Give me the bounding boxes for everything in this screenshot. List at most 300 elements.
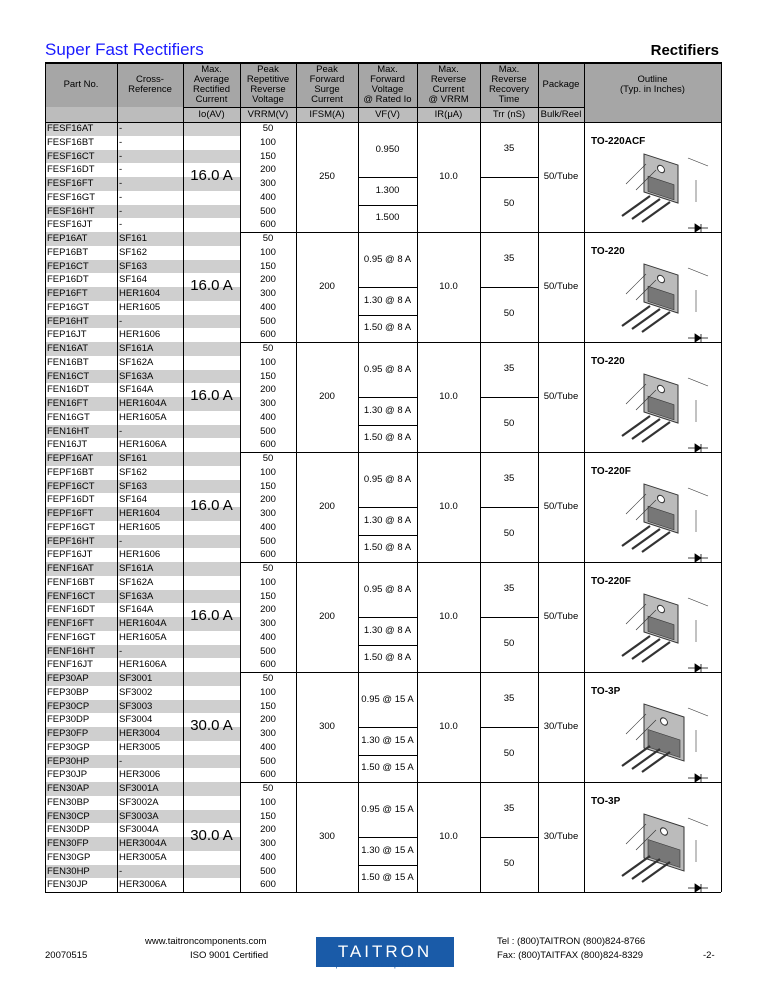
part-number: FEN30JP xyxy=(47,879,88,891)
part-number: FEP16BT xyxy=(47,246,89,258)
package-qty: 50/Tube xyxy=(543,611,579,622)
taitron-logo: TAITRON xyxy=(316,937,454,967)
part-number: FEP16AT xyxy=(47,233,88,244)
cross-reference: SF164 xyxy=(119,494,147,506)
cross-reference: - xyxy=(119,425,123,437)
reverse-current: 10.0 xyxy=(439,281,458,292)
column-line xyxy=(417,62,418,892)
trr-divider xyxy=(480,837,538,838)
trr-divider xyxy=(480,397,538,398)
trr-divider xyxy=(480,507,538,508)
recovery-time-slow: 50 xyxy=(503,858,515,869)
voltage-value: 600 xyxy=(260,219,276,231)
voltage-value: 150 xyxy=(260,370,276,382)
voltage-value: 400 xyxy=(260,411,276,423)
outline-name: TO-220F xyxy=(591,576,631,587)
voltage-value: 500 xyxy=(260,205,276,217)
part-number: FEPF16DT xyxy=(47,494,95,506)
part-number: FEPF16GT xyxy=(47,521,96,533)
table-top-border xyxy=(45,62,721,64)
col-header-pkg xyxy=(538,80,584,90)
reverse-current: 10.0 xyxy=(439,721,458,732)
unit-prv: VRRM(V) xyxy=(247,109,289,120)
col-header-line: Peak xyxy=(316,63,338,75)
col-header-avg xyxy=(183,65,240,105)
forward-voltage: 0.95 @ 8 A xyxy=(363,363,412,375)
voltage-value: 200 xyxy=(260,824,276,836)
cross-reference: SF161 xyxy=(119,233,147,244)
col-header-ir xyxy=(417,65,480,105)
part-number: FESF16DT xyxy=(47,164,95,176)
cross-reference: HER1604A xyxy=(119,398,167,409)
forward-voltage: 1.30 @ 8 A xyxy=(363,294,412,306)
recovery-time-slow: 50 xyxy=(503,308,515,319)
voltage-value: 400 xyxy=(260,191,276,203)
cross-reference: HER1606A xyxy=(119,439,167,451)
page-title: Super Fast Rectifiers xyxy=(45,40,204,59)
cross-reference: - xyxy=(119,219,123,231)
voltage-value: 50 xyxy=(262,453,274,464)
forward-voltage: 1.50 @ 8 A xyxy=(363,652,412,664)
surge-current: 300 xyxy=(319,721,335,732)
cross-reference: HER1606A xyxy=(119,659,167,671)
reverse-current: 10.0 xyxy=(439,391,458,402)
column-line xyxy=(480,62,481,892)
cross-reference: HER1605 xyxy=(119,521,161,533)
voltage-value: 500 xyxy=(260,425,276,437)
column-line xyxy=(358,62,359,892)
package-outline-drawing xyxy=(596,364,716,454)
voltage-value: 400 xyxy=(260,631,276,643)
forward-voltage: 1.50 @ 8 A xyxy=(363,322,412,334)
cross-reference: - xyxy=(119,191,123,203)
col-header-line: Forward xyxy=(370,73,405,85)
part-number: FEPF16AT xyxy=(47,453,94,464)
package-qty: 30/Tube xyxy=(543,831,579,842)
package-qty: 50/Tube xyxy=(543,501,579,512)
trr-divider xyxy=(480,727,538,728)
cross-reference: SF3004 xyxy=(119,714,153,726)
package-outline-drawing xyxy=(596,474,716,564)
cross-reference: SF3001 xyxy=(119,673,153,684)
cross-reference: HER3006A xyxy=(119,879,167,891)
part-number: FENF16JT xyxy=(47,659,93,671)
vf-divider xyxy=(358,837,417,838)
part-number: FEP16FT xyxy=(47,288,88,299)
voltage-value: 200 xyxy=(260,274,276,286)
part-number: FENF16DT xyxy=(47,604,96,616)
col-header-line: Surge xyxy=(314,83,340,95)
phone-number: Tel : (800)TAITRON (800)824-8766 xyxy=(497,936,646,947)
recovery-time-slow: 50 xyxy=(503,638,515,649)
forward-voltage: 1.30 @ 8 A xyxy=(363,624,412,636)
part-number: FEN16DT xyxy=(47,384,90,396)
column-line xyxy=(45,62,46,892)
col-header-line: Voltage xyxy=(252,93,284,105)
part-number: FEP30DP xyxy=(47,714,90,726)
col-header-line: Rectified xyxy=(193,83,230,95)
cross-reference: SF3002A xyxy=(119,796,159,808)
voltage-value: 150 xyxy=(260,150,276,162)
part-number: FEPF16BT xyxy=(47,466,94,478)
part-number: FEN16GT xyxy=(47,411,90,423)
col-header-partno xyxy=(45,80,117,90)
col-header-vf xyxy=(358,65,417,105)
vf-divider xyxy=(358,315,417,316)
voltage-value: 200 xyxy=(260,604,276,616)
voltage-value: 200 xyxy=(260,164,276,176)
voltage-value: 500 xyxy=(260,645,276,657)
recovery-time-slow: 50 xyxy=(503,198,515,209)
trr-divider xyxy=(480,177,538,178)
column-line xyxy=(240,62,241,892)
col-header-line: Time xyxy=(498,93,520,105)
part-number: FEN16HT xyxy=(47,425,90,437)
website-link[interactable]: www.taitroncomponents.com xyxy=(145,936,267,947)
surge-current: 300 xyxy=(319,831,335,842)
cross-reference: SF162A xyxy=(119,356,154,368)
cross-reference: - xyxy=(119,205,123,217)
avg-current: 30.0 A xyxy=(190,827,233,844)
taitron-logo-sub: components incorporated xyxy=(318,960,427,969)
col-header-line: Reverse xyxy=(430,73,467,85)
col-header-line: Max. xyxy=(377,63,398,75)
vf-divider xyxy=(358,205,417,206)
column-line xyxy=(296,62,297,892)
reverse-current: 10.0 xyxy=(439,501,458,512)
cross-reference: - xyxy=(119,164,123,176)
part-number: FEN16BT xyxy=(47,356,89,368)
part-number: FEN30BP xyxy=(47,796,90,808)
category-label: Rectifiers xyxy=(650,42,719,59)
col-header-surge xyxy=(296,65,358,105)
cross-reference: - xyxy=(119,315,123,327)
col-header-line: Reverse xyxy=(491,73,527,85)
forward-voltage: 0.950 xyxy=(375,143,400,155)
part-number: FEP16DT xyxy=(47,274,89,286)
header-unit-divider xyxy=(183,107,584,108)
part-number: FEN30AP xyxy=(47,783,90,794)
voltage-value: 50 xyxy=(262,343,274,354)
cross-reference: SF164A xyxy=(119,384,154,396)
voltage-value: 500 xyxy=(260,315,276,327)
part-number: FEP30FP xyxy=(47,728,89,739)
voltage-value: 600 xyxy=(260,769,276,781)
recovery-time-fast: 35 xyxy=(503,143,515,154)
voltage-value: 600 xyxy=(260,879,276,891)
vf-divider xyxy=(358,535,417,536)
outline-name: TO-220ACF xyxy=(591,136,646,147)
package-outline-drawing xyxy=(596,144,716,234)
forward-voltage: 1.500 xyxy=(375,212,400,224)
package-outline-drawing xyxy=(596,254,716,344)
forward-voltage: 0.95 @ 8 A xyxy=(363,473,412,485)
cross-reference: HER1604 xyxy=(119,288,161,299)
outline-name: TO-220 xyxy=(591,356,625,367)
voltage-value: 50 xyxy=(262,783,274,794)
col-header-line: Reference xyxy=(128,83,172,95)
cross-reference: HER1606 xyxy=(119,549,161,561)
cross-reference: - xyxy=(119,865,123,877)
col-header-line: Current xyxy=(432,83,465,95)
cross-reference: - xyxy=(119,150,123,162)
part-number: FENF16GT xyxy=(47,631,96,643)
vf-divider xyxy=(358,177,417,178)
cross-reference: HER1604 xyxy=(119,508,161,519)
recovery-time-slow: 50 xyxy=(503,418,515,429)
recovery-time-fast: 35 xyxy=(503,253,515,264)
recovery-time-slow: 50 xyxy=(503,528,515,539)
avg-current: 16.0 A xyxy=(190,277,233,294)
col-header-line: Current xyxy=(311,93,343,105)
voltage-value: 500 xyxy=(260,535,276,547)
col-header-line: Forward xyxy=(309,73,345,85)
forward-voltage: 0.95 @ 15 A xyxy=(361,693,414,705)
part-number: FEN30GP xyxy=(47,851,91,863)
voltage-value: 150 xyxy=(260,260,276,272)
col-header-line: Current xyxy=(195,93,228,105)
part-number: FENF16AT xyxy=(47,563,94,574)
voltage-value: 600 xyxy=(260,329,276,341)
cross-reference: SF162 xyxy=(119,466,147,478)
forward-voltage: 1.30 @ 8 A xyxy=(363,514,412,526)
cross-reference: SF163A xyxy=(119,370,154,382)
part-number: FEP16HT xyxy=(47,315,89,327)
voltage-value: 100 xyxy=(260,356,276,368)
unit-avg: Io(AV) xyxy=(198,109,225,120)
voltage-value: 50 xyxy=(262,563,274,574)
voltage-value: 300 xyxy=(260,398,276,409)
voltage-value: 100 xyxy=(260,576,276,588)
avg-current: 16.0 A xyxy=(190,387,233,404)
voltage-value: 150 xyxy=(260,700,276,712)
vf-divider xyxy=(358,397,417,398)
trr-divider xyxy=(480,287,538,288)
voltage-value: 600 xyxy=(260,439,276,451)
unit-pkg: Bulk/Reel xyxy=(540,109,582,120)
col-header-cross xyxy=(117,75,183,95)
page-number: -2- xyxy=(703,950,715,961)
part-number: FESF16CT xyxy=(47,150,95,162)
part-number: FENF16HT xyxy=(47,645,96,657)
package-qty: 50/Tube xyxy=(543,281,579,292)
voltage-value: 200 xyxy=(260,384,276,396)
cross-reference: HER1606 xyxy=(119,329,161,341)
column-line xyxy=(538,62,539,892)
cross-reference: SF3002 xyxy=(119,686,153,698)
package-qty: 50/Tube xyxy=(543,391,579,402)
column-line xyxy=(183,62,184,892)
cross-reference: - xyxy=(119,645,123,657)
part-number: FEN30CP xyxy=(47,810,90,822)
iso-cert: ISO 9001 Certified xyxy=(190,950,269,961)
part-number: FENF16FT xyxy=(47,618,94,629)
cross-reference: SF164A xyxy=(119,604,154,616)
recovery-time-fast: 35 xyxy=(503,363,515,374)
col-header-line: Max. xyxy=(201,63,222,75)
voltage-value: 300 xyxy=(260,838,276,849)
recovery-time-fast: 35 xyxy=(503,473,515,484)
cross-reference: HER3004A xyxy=(119,838,167,849)
col-header-prv xyxy=(240,65,296,105)
part-number: FENF16BT xyxy=(47,576,95,588)
part-number: FESF16HT xyxy=(47,205,95,217)
part-number: FEP30GP xyxy=(47,741,90,753)
cross-reference: SF164 xyxy=(119,274,147,286)
outline-name: TO-220F xyxy=(591,466,631,477)
cross-reference: HER3005 xyxy=(119,741,161,753)
part-number: FEN16FT xyxy=(47,398,89,409)
voltage-value: 200 xyxy=(260,714,276,726)
voltage-value: 200 xyxy=(260,494,276,506)
voltage-value: 150 xyxy=(260,480,276,492)
voltage-value: 100 xyxy=(260,136,276,148)
part-number: FESF16JT xyxy=(47,219,93,231)
forward-voltage: 1.50 @ 8 A xyxy=(363,432,412,444)
part-number: FESF16BT xyxy=(47,136,94,148)
col-header-outline xyxy=(584,75,721,95)
recovery-time-fast: 35 xyxy=(503,583,515,594)
cross-reference: - xyxy=(119,178,123,189)
col-header-line: @ VRRM xyxy=(428,93,469,105)
voltage-value: 100 xyxy=(260,466,276,478)
avg-current: 16.0 A xyxy=(190,497,233,514)
outline-name: TO-220 xyxy=(591,246,625,257)
fax-number: Fax: (800)TAITFAX (800)824-8329 xyxy=(497,950,644,961)
voltage-value: 50 xyxy=(262,233,274,244)
col-header-line: Recovery xyxy=(488,83,530,95)
vf-divider xyxy=(358,755,417,756)
col-header-line: Outline xyxy=(637,73,668,85)
voltage-value: 300 xyxy=(260,618,276,629)
part-number: FEP16GT xyxy=(47,301,90,313)
package-qty: 50/Tube xyxy=(543,171,579,182)
trr-divider xyxy=(480,617,538,618)
voltage-value: 400 xyxy=(260,741,276,753)
cross-reference: SF163 xyxy=(119,260,147,272)
part-number: FEP30BP xyxy=(47,686,89,698)
voltage-value: 500 xyxy=(260,865,276,877)
reverse-current: 10.0 xyxy=(439,611,458,622)
package-outline-drawing xyxy=(596,694,716,784)
col-header-line: Voltage xyxy=(371,83,404,95)
unit-trr: Trr (nS) xyxy=(492,109,526,120)
surge-current: 200 xyxy=(319,611,335,622)
part-number: FEN30DP xyxy=(47,824,90,836)
col-header-line: Cross- xyxy=(136,73,164,85)
cross-reference: HER3005A xyxy=(119,851,167,863)
part-number: FESF16GT xyxy=(47,191,96,203)
col-header-line: Max. xyxy=(438,63,459,75)
forward-voltage: 0.95 @ 8 A xyxy=(363,583,412,595)
part-number: FEP30AP xyxy=(47,673,89,684)
recovery-time-fast: 35 xyxy=(503,803,515,814)
part-number: FEN16AT xyxy=(47,343,89,354)
forward-voltage: 0.95 @ 15 A xyxy=(361,803,414,815)
cross-reference: HER3004 xyxy=(119,728,161,739)
vf-divider xyxy=(358,645,417,646)
unit-vf: VF(V) xyxy=(375,109,400,120)
surge-current: 250 xyxy=(319,171,335,182)
forward-voltage: 1.300 xyxy=(375,184,400,196)
col-header-line: @ Rated Io xyxy=(363,93,412,105)
cross-reference: - xyxy=(119,136,123,148)
unit-ir: IR(μA) xyxy=(434,109,463,120)
vf-divider xyxy=(358,865,417,866)
cross-reference: SF162 xyxy=(119,246,147,258)
cross-reference: HER1605 xyxy=(119,301,161,313)
column-line xyxy=(584,62,585,892)
voltage-value: 400 xyxy=(260,301,276,313)
voltage-value: 50 xyxy=(262,123,274,134)
surge-current: 200 xyxy=(319,501,335,512)
cross-reference: SF3001A xyxy=(119,783,159,794)
cross-reference: SF163A xyxy=(119,590,154,602)
part-number: FEP16JT xyxy=(47,329,87,341)
doc-date: 20070515 xyxy=(45,950,88,961)
cross-reference: HER3006 xyxy=(119,769,161,781)
cross-reference: SF3004A xyxy=(119,824,159,836)
unit-surge: IFSM(A) xyxy=(309,109,345,120)
cross-reference: - xyxy=(119,755,123,767)
col-header-line: Package xyxy=(542,78,580,90)
cross-reference: SF3003 xyxy=(119,700,153,712)
voltage-value: 100 xyxy=(260,246,276,258)
forward-voltage: 1.30 @ 8 A xyxy=(363,404,412,416)
package-outline-drawing xyxy=(596,584,716,674)
part-number: FEP16CT xyxy=(47,260,89,272)
recovery-time-fast: 35 xyxy=(503,693,515,704)
col-header-line: Part No. xyxy=(63,78,99,90)
column-line xyxy=(721,62,722,892)
vf-divider xyxy=(358,425,417,426)
part-number: FEPF16FT xyxy=(47,508,94,519)
column-line xyxy=(117,62,118,892)
col-header-line: (Typ. in Inches) xyxy=(620,83,685,95)
col-header-line: Average xyxy=(193,73,230,85)
vf-divider xyxy=(358,507,417,508)
header-bottom-border xyxy=(45,122,721,123)
cross-reference: SF162A xyxy=(119,576,154,588)
col-header-line: Reverse xyxy=(250,83,286,95)
cross-reference: SF161A xyxy=(119,343,154,354)
part-number: FEP30JP xyxy=(47,769,88,781)
cross-reference: SF161A xyxy=(119,563,154,574)
cross-reference: HER1604A xyxy=(119,618,167,629)
col-header-line: Peak xyxy=(257,63,279,75)
forward-voltage: 1.50 @ 15 A xyxy=(361,872,414,884)
group-divider xyxy=(45,892,721,893)
col-header-trr xyxy=(480,65,538,105)
part-number: FEP30CP xyxy=(47,700,90,712)
voltage-value: 150 xyxy=(260,590,276,602)
voltage-value: 600 xyxy=(260,549,276,561)
package-outline-drawing xyxy=(596,804,716,894)
avg-current: 30.0 A xyxy=(190,717,233,734)
cross-reference: SF163 xyxy=(119,480,147,492)
voltage-value: 100 xyxy=(260,686,276,698)
part-number: FEN16CT xyxy=(47,370,90,382)
part-number: FEN30HP xyxy=(47,865,90,877)
voltage-value: 400 xyxy=(260,521,276,533)
forward-voltage: 1.30 @ 15 A xyxy=(361,734,414,746)
part-number: FESF16AT xyxy=(47,123,94,134)
forward-voltage: 1.50 @ 15 A xyxy=(361,762,414,774)
cross-reference: - xyxy=(119,123,123,134)
cross-reference: SF161 xyxy=(119,453,147,464)
avg-current: 16.0 A xyxy=(190,167,233,184)
vf-divider xyxy=(358,617,417,618)
